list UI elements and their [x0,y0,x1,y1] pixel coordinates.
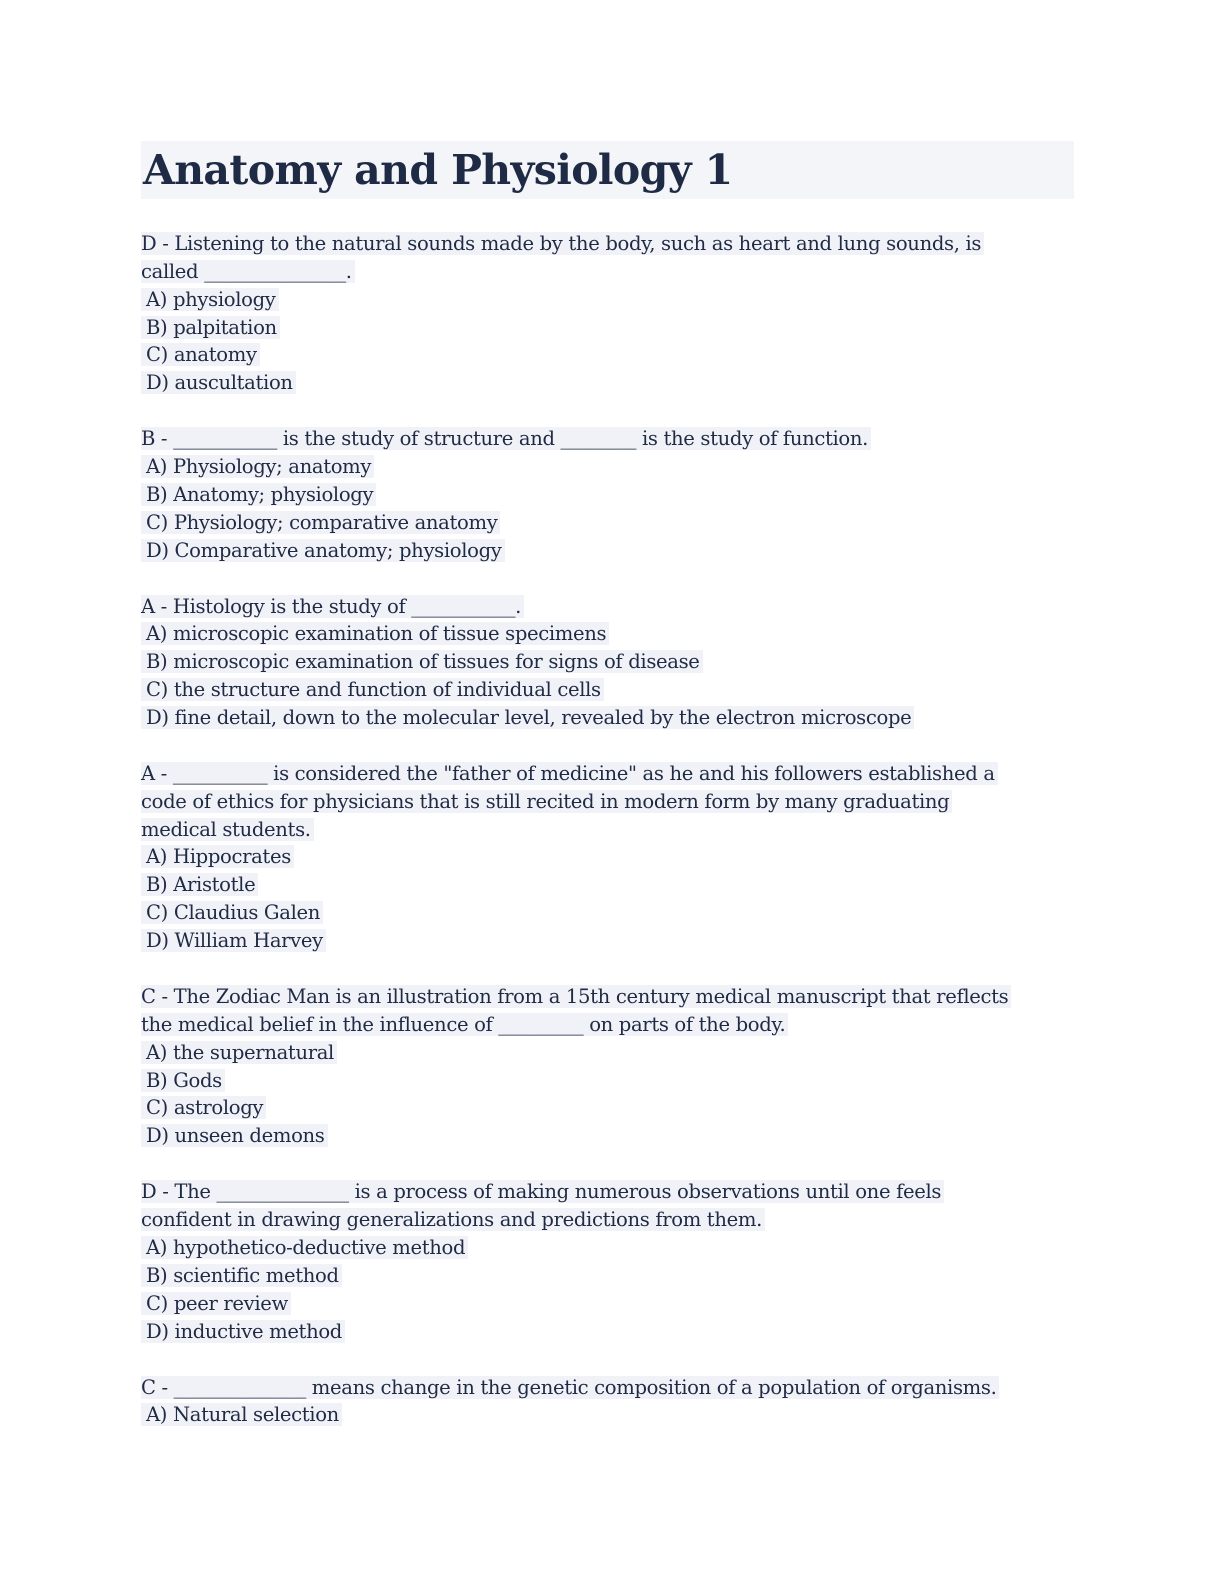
question-3 [141,593,1075,732]
answer-option-b: B) microscopic examination of tissues for signs of disease [141,648,1075,676]
answer-option-c: C) Physiology; comparative anatomy [141,509,1075,537]
answer-option-b: B) Gods [141,1067,1075,1095]
question-text: D - Listening to the natural sounds made by the body, such as heart and lung sounds, is [141,230,1075,258]
answer-option-a: A) hypothetico-deductive method [141,1234,1075,1262]
question-text: D - The ______________ is a process of making numerous observations until one feels [141,1178,1075,1206]
answer-option-c: C) the structure and function of individual cells [141,676,1075,704]
answer-option-b: B) palpitation [141,314,1075,342]
question-text: B - ___________ is the study of structure and ________ is the study of function. [141,425,1075,453]
question-text: A - __________ is considered the "father of medicine" as he and his followers established a [141,760,1075,788]
answer-option-a: A) Physiology; anatomy [141,453,1075,481]
answer-option-d: D) Comparative anatomy; physiology [141,537,1075,565]
question-text: confident in drawing generalizations and predictions from them. [141,1206,1075,1234]
question-4 [141,760,1075,955]
question-5 [141,983,1075,1150]
answer-option-a: A) microscopic examination of tissue specimens [141,620,1075,648]
question-text: A - Histology is the study of ___________. [141,593,1075,621]
answer-option-d: D) William Harvey [141,927,1075,955]
answer-option-d: D) inductive method [141,1318,1075,1346]
question-text: code of ethics for physicians that is still recited in modern form by many graduating [141,788,1075,816]
answer-option-d: D) fine detail, down to the molecular level, revealed by the electron microscope [141,704,1075,732]
document-title: Anatomy and Physiology 1 [143,146,733,194]
question-text: medical students. [141,816,1075,844]
answer-option-c: C) astrology [141,1094,1075,1122]
question-text: the medical belief in the influence of _________ on parts of the body. [141,1011,1075,1039]
answer-option-c: C) Claudius Galen [141,899,1075,927]
answer-option-c: C) peer review [141,1290,1075,1318]
question-1 [141,230,1075,397]
answer-option-a: A) physiology [141,286,1075,314]
answer-option-b: B) Anatomy; physiology [141,481,1075,509]
question-7 [141,1374,1075,1430]
question-6 [141,1178,1075,1345]
document-page [141,141,1075,1457]
answer-option-a: A) the supernatural [141,1039,1075,1067]
answer-option-c: C) anatomy [141,341,1075,369]
answer-option-b: B) scientific method [141,1262,1075,1290]
question-text: C - ______________ means change in the genetic composition of a population of organisms. [141,1374,1075,1402]
answer-option-a: A) Natural selection [141,1401,1075,1429]
question-text: called _______________. [141,258,1075,286]
question-text: C - The Zodiac Man is an illustration from a 15th century medical manuscript that reflects [141,983,1075,1011]
question-2 [141,425,1075,564]
answer-option-d: D) unseen demons [141,1122,1075,1150]
title-block [141,141,1074,199]
answer-option-d: D) auscultation [141,369,1075,397]
answer-option-b: B) Aristotle [141,871,1075,899]
answer-option-a: A) Hippocrates [141,843,1075,871]
